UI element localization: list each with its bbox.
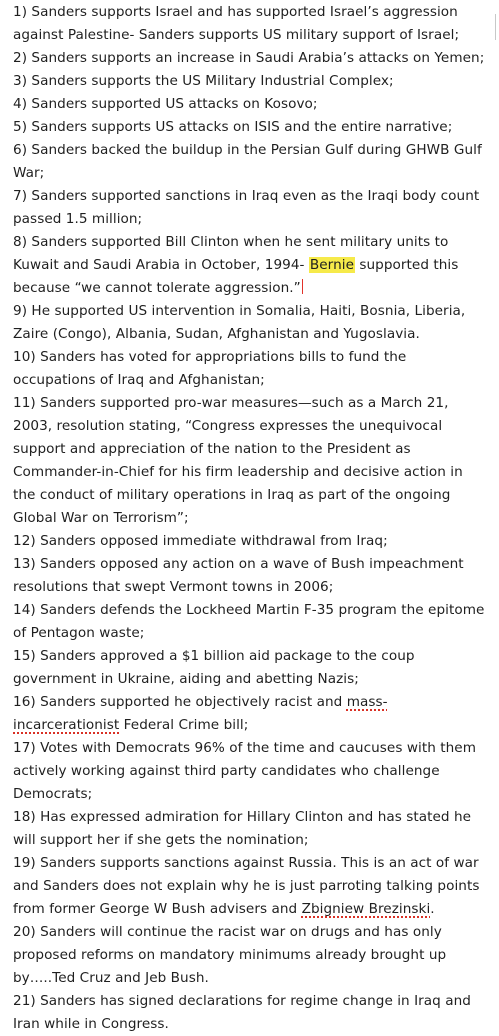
list-item-text: . [430,901,435,917]
list-item: 3) Sanders supports the US Military Industrial Complex; [13,73,394,89]
list-item: 9) He supported US intervention in Somalia, Haiti, Bosnia, Liberia, Zaire (Congo), Albania, Sudan, Afghanistan and Yugoslavia. [13,303,466,342]
list-item: 7) Sanders supported sanctions in Iraq even as the Iraqi body count passed 1.5 million; [13,188,480,227]
list-item-text: 16) Sanders supported he objectively racist and [13,694,347,710]
list-item: 21) Sanders has signed declarations for regime change in Iraq and Iran while in Congress. [13,993,471,1032]
list-item: 14) Sanders defends the Lockheed Martin F-35 program the epitome of Pentagon waste; [13,602,485,641]
list-item: 18) Has expressed admiration for Hillary Clinton and has stated he will support her if she gets the nomination; [13,809,472,848]
list-item: 12) Sanders opposed immediate withdrawal from Iraq; [13,533,388,549]
list-item [13,852,485,921]
list-item-text: 19) Sanders supports sanctions against Russia. This is an act of war and Sanders does not explain why he is just parroting talking points from former George W Bush advisers and [13,855,480,917]
spellcheck-flagged-word[interactable]: mass-incarcerationist [13,694,388,733]
list-item-text: 8) Sanders supported Bill Clinton when he sent military units to Kuwait and Saudi Arabia in October, 1994- [13,234,449,273]
list-item: 20) Sanders will continue the racist war on drugs and has only proposed reforms on mandatory minimums already brought up by…..Ted Cruz and Jeb Bush. [13,924,447,986]
list-item: 4) Sanders supported US attacks on Kosovo; [13,96,318,112]
list-item-text: supported this because “we cannot tolerate aggression.” [13,257,459,296]
text-cursor [302,279,303,294]
list-item: 17) Votes with Democrats 96% of the time and caucuses with them actively working against third party candidates who challenge Democrats; [13,740,476,802]
scrollbar[interactable] [495,14,499,40]
list-item [13,231,485,300]
list-item: 15) Sanders approved a $1 billion aid package to the coup government in Ukraine, aiding and abetting Nazis; [13,648,415,687]
highlighted-word: Bernie [309,257,354,273]
list-item: 2) Sanders supports an increase in Saudi Arabia’s attacks on Yemen; [13,50,485,66]
list-item [13,691,485,737]
list-item: 11) Sanders supported pro-war measures—such as a March 21, 2003, resolution stating, “Congress expresses the unequivocal support and appreciation of the nation to the President as Commander-in-Chief for his firm leadership and decisive action in the conduct of military operations in Iraq as part of the ongoing Global War on Terrorism”; [13,395,463,526]
list-item: 5) Sanders supports US attacks on ISIS and the entire narrative; [13,119,453,135]
spellcheck-flagged-word[interactable]: Zbigniew Brezinski [301,901,431,917]
list-item: 1) Sanders supports Israel and has supported Israel’s aggression against Palestine- Sanders supports US military support of Israel; [13,4,460,43]
list-item-text: Federal Crime bill; [119,717,249,733]
list-item: 6) Sanders backed the buildup in the Persian Gulf during GHWB Gulf War; [13,142,482,181]
list-item: 13) Sanders opposed any action on a wave of Bush impeachment resolutions that swept Vermont towns in 2006; [13,556,464,595]
list-item: 10) Sanders has voted for appropriations bills to fund the occupations of Iraq and Afghanistan; [13,349,407,388]
